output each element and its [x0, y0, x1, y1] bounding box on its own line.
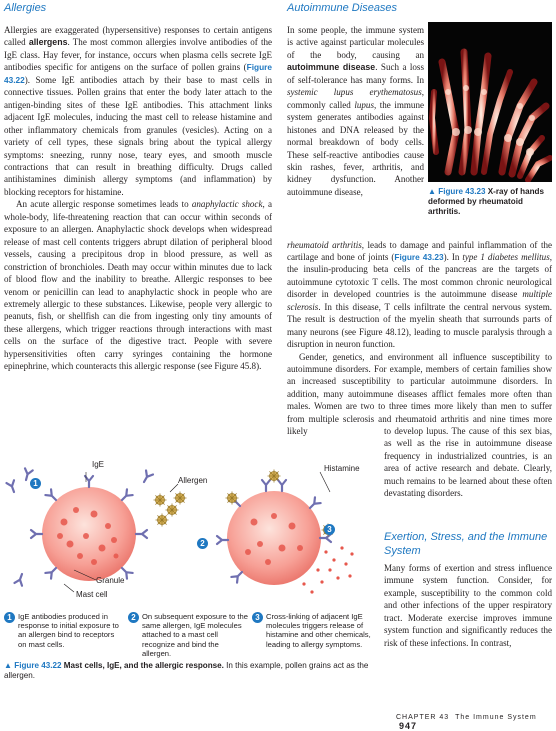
figure-43-22-caption: ▲ Figure 43.22 Mast cells, IgE, and the allergic response. In this example, pollen grains act as the allergen. — [4, 661, 369, 680]
allergies-heading: Allergies — [4, 2, 47, 14]
step-1-text: IgE antibodies produced in response to initial exposure to an allergen bind to receptors on mast cells. — [18, 612, 119, 649]
autoimmune-paragraph-1b: rheumatoid arthritis, leads to damage and painful inflammation of the cartilage and bone of joints (Figure 43.23). In type 1 diabetes mellitus, the insulin-producing beta cells of the pancreas are the targets of autoimmune cytotoxic T cells. The most common chronic neurological disorder in developed countries is the autoimmune disease multiple sclerosis. In this disease, T cells infiltrate the central nervous system. The result is destruction of the myelin sheath that surrounds parts of many neurons (see Figure 48.12), leading to muscle paralysis through a disruption in neuron function. — [287, 239, 552, 350]
exertion-paragraph: Many forms of exertion and stress influence immune system function. Consider, for example, susceptibility to the common cold and other infections of the upper respiratory tract. Moderate exercise improves immune system function and significantly reduces the risk of these infections. In contrast, — [384, 563, 552, 648]
autoimmune-text-wide — [287, 239, 552, 438]
figure-43-23-caption: ▲ Figure 43.23 X-ray of hands deformed by rheumatoid arthritis. — [428, 187, 544, 216]
allergies-paragraph-2: An acute allergic response sometimes leads to anaphylactic shock, a whole-body, life-threatening reaction that can occur within seconds of exposure to an allergen. Anaphylactic shock develops when widespread release of mast cell contents triggers abrupt dilation of peripheral blood vessels, causing a precipitous drop in blood pressure, as well as constriction of bronchioles. Death may occur within minutes due to lack of blood flow and the inability to breathe. Allergic responses to bee venom or penicillin can lead to anaphylactic shock in people who are extremely allergic to these substances. Likewise, people very allergic to peanuts, fish, or shellfish can die from ingesting only tiny amounts of these allergens, which trigger reactions through interactions with mast cells on the surface of the digestive tract. People with severe hypersensitivities often carry syringes containing the hormone epinephrine, which counteracts this allergic response (see Figure 45.8). — [4, 199, 273, 372]
autoimmune-paragraph-2b: to develop lupus. The cause of this sex bias, as well as the rise in autoimmune disease frequency in industrialized countries, is an area of active research and debate. Clearly, much remains to be learned about these often devastating disorders. — [384, 426, 552, 499]
figure-43-22-label: Figure 43.22 — [14, 661, 62, 670]
step-2-marker: 2 — [197, 538, 208, 549]
label-ige: IgE — [92, 460, 105, 469]
figure-43-22-caption-bold: Mast cells, IgE, and the allergic response. — [63, 661, 224, 670]
figure-43-23-label: Figure 43.23 — [438, 187, 486, 196]
step-1-marker: 1 — [30, 478, 41, 489]
allergen-pollen — [154, 492, 187, 527]
xray-hands-image — [428, 22, 552, 182]
mast-cell-2 — [227, 491, 321, 585]
exertion-text — [384, 562, 552, 649]
xray-hands-illustration — [428, 22, 552, 182]
label-histamine: Histamine — [324, 464, 360, 473]
autoimmune-text-lower — [384, 425, 552, 500]
autoimmune-text-narrow — [287, 24, 424, 198]
step-2: 2 On subsequent exposure to the same allergen, IgE molecules attached to a mast cell recognize and bind the allergen. — [128, 612, 248, 658]
page-footer — [396, 714, 556, 731]
page-number: 947 — [398, 721, 417, 731]
mast-cell-1 — [42, 487, 136, 581]
figure-43-23-caption-text: X-ray of hands deformed by rheumatoid arthritis. — [428, 187, 544, 216]
footer-chapter: CHAPTER 43 — [396, 714, 450, 721]
footer-title: The Immune System — [455, 714, 537, 721]
figure-43-22-caption-rest: In this example, pollen grains act as the allergen. — [4, 661, 369, 680]
label-allergen: Allergen — [178, 476, 208, 485]
autoimmune-paragraph-1a: In some people, the immune system is active against particular molecules of the body, causing an autoimmune disease. Such a loss of self-tolerance has many forms. In systemic lupus erythematosus, commonly called lupus, the immune system generates antibodies against histones and DNA released by the normal breakdown of body cells. These self-reactive antibodies cause skin rashes, fever, arthritis, and kidney dysfunction. Another autoimmune disease, — [287, 25, 424, 197]
label-granule: Granule — [96, 576, 125, 585]
step-1: 1 IgE antibodies produced in response to initial exposure to an allergen bind to receptors on mast cells. — [4, 612, 124, 649]
label-mast-cell: Mast cell — [76, 590, 108, 599]
exertion-heading: Exertion, Stress, and the Immune System — [384, 531, 548, 557]
allergies-paragraph-1: Allergies are exaggerated (hypersensitive) responses to certain antigens called allergens. The most common allergies involve antibodies of the IgE class. Hay fever, for instance, occurs when plasma cells secrete IgE antibodies specific for antigens on the surface of pollen grains (Figure 43.22). Some IgE antibodies attach by their base to mast cells in connective tissues. Pollen grains that enter the body later attach to the antigen-binding sites of these IgE antibodies. This attachment links adjacent IgE molecules, inducing the mast cell to release histamine and other inflammatory chemicals from granules (vesicles). Acting on a variety of cell types, these signals bring about the typical allergy symptoms: sneezing, runny nose, teary eyes, and smooth muscle contractions that can result in breathing difficulty. Drugs called antihistamines diminish allergy symptoms (and inflammation) by blocking receptors for histamine. — [4, 25, 273, 197]
figure-43-22-diagram — [4, 452, 378, 612]
autoimmune-paragraph-2a: Gender, genetics, and environment all influence susceptibility to autoimmune disorders. For example, members of certain families show an increased susceptibility to particular autoimmune disorders. In addition, many autoimmune diseases afflict females more often than males. Women are two to three times more likely than men to suffer from multiple sclerosis and rheumatoid arthritis and nine times more likely — [287, 351, 552, 437]
step-2-text: On subsequent exposure to the same allergen, IgE molecules attached to a mast cell recognize and bind the allergen. — [142, 612, 248, 658]
allergies-text — [4, 24, 272, 373]
figure-43-22-steps — [4, 612, 378, 656]
step-3-text: Cross-linking of adjacent IgE molecules triggers release of histamine and other chemicals, leading to allergy symptoms. — [266, 612, 371, 649]
step-3-marker: 3 — [324, 524, 335, 535]
step-3: 3 Cross-linking of adjacent IgE molecules triggers release of histamine and other chemicals, leading to allergy symptoms. — [252, 612, 378, 649]
autoimmune-heading: Autoimmune Diseases — [287, 2, 398, 14]
